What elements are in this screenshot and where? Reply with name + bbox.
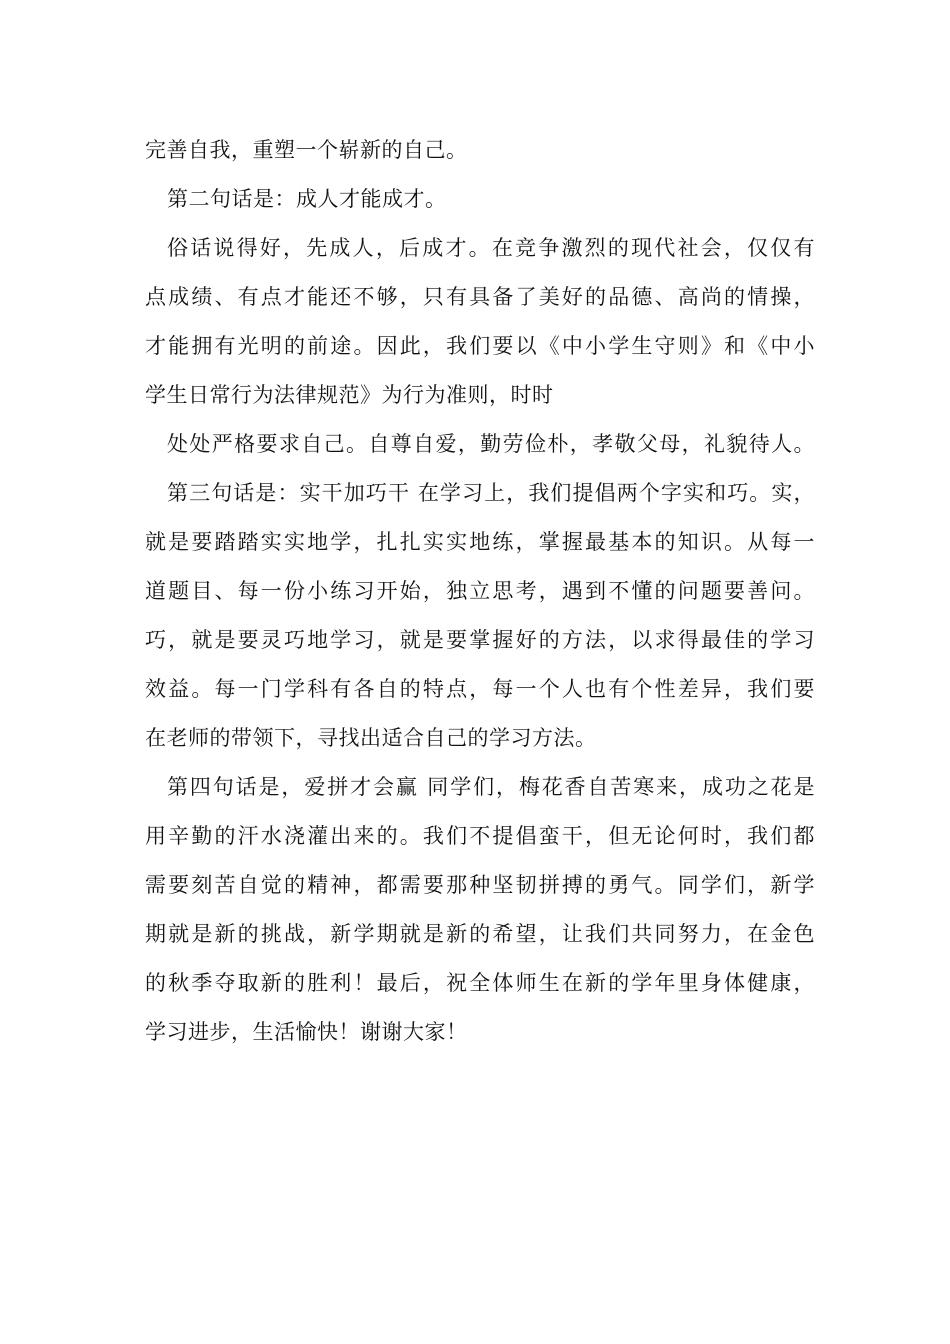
text-line: 期就是新的挑战，新学期就是新的希望，让我们共同努力，在金色: [145, 922, 815, 946]
text-line: 处处严格要求自己。自尊自爱，勤劳俭朴，孝敬父母，礼貌待人。: [167, 432, 815, 456]
text-line: 需要刻苦自觉的精神，都需要那种坚韧拼搏的勇气。同学们，新学: [145, 873, 815, 897]
text-line: 第三句话是：实干加巧干 在学习上，我们提倡两个字实和巧。实，: [167, 481, 815, 505]
text-line: 用辛勤的汗水浇灌出来的。我们不提倡蛮干，但无论何时，我们都: [145, 824, 815, 848]
text-line: 学习进步，生活愉快！谢谢大家！: [145, 1020, 468, 1044]
text-line: 才能拥有光明的前途。因此，我们要以《中小学生守则》和《中小: [145, 334, 815, 358]
text-line: 第二句话是：成人才能成才。: [167, 187, 447, 211]
text-line: 在老师的带领下，寻找出适合自己的学习方法。: [145, 726, 597, 750]
text-line: 学生日常行为法律规范》为行为准则，时时: [145, 383, 554, 407]
document-body: [145, 126, 815, 1057]
text-line: 点成绩、有点才能还不够，只有具备了美好的品德、高尚的情操，: [145, 285, 815, 309]
text-line: 道题目、每一份小练习开始，独立思考，遇到不懂的问题要善问。: [145, 579, 815, 603]
text-line: 巧，就是要灵巧地学习，就是要掌握好的方法，以求得最佳的学习: [145, 628, 815, 652]
text-line: 俗话说得好，先成人，后成才。在竞争激烈的现代社会，仅仅有: [167, 236, 815, 260]
text-line: 就是要踏踏实实地学，扎扎实实地练，掌握最基本的知识。从每一: [145, 530, 815, 554]
text-line: 第四句话是，爱拼才会赢 同学们，梅花香自苦寒来，成功之花是: [167, 775, 815, 799]
text-line: 完善自我，重塑一个崭新的自己。: [145, 138, 468, 162]
text-line: 的秋季夺取新的胜利！最后，祝全体师生在新的学年里身体健康，: [145, 971, 815, 995]
text-line: 效益。每一门学科有各自的特点，每一个人也有个性差异，我们要: [145, 677, 815, 701]
